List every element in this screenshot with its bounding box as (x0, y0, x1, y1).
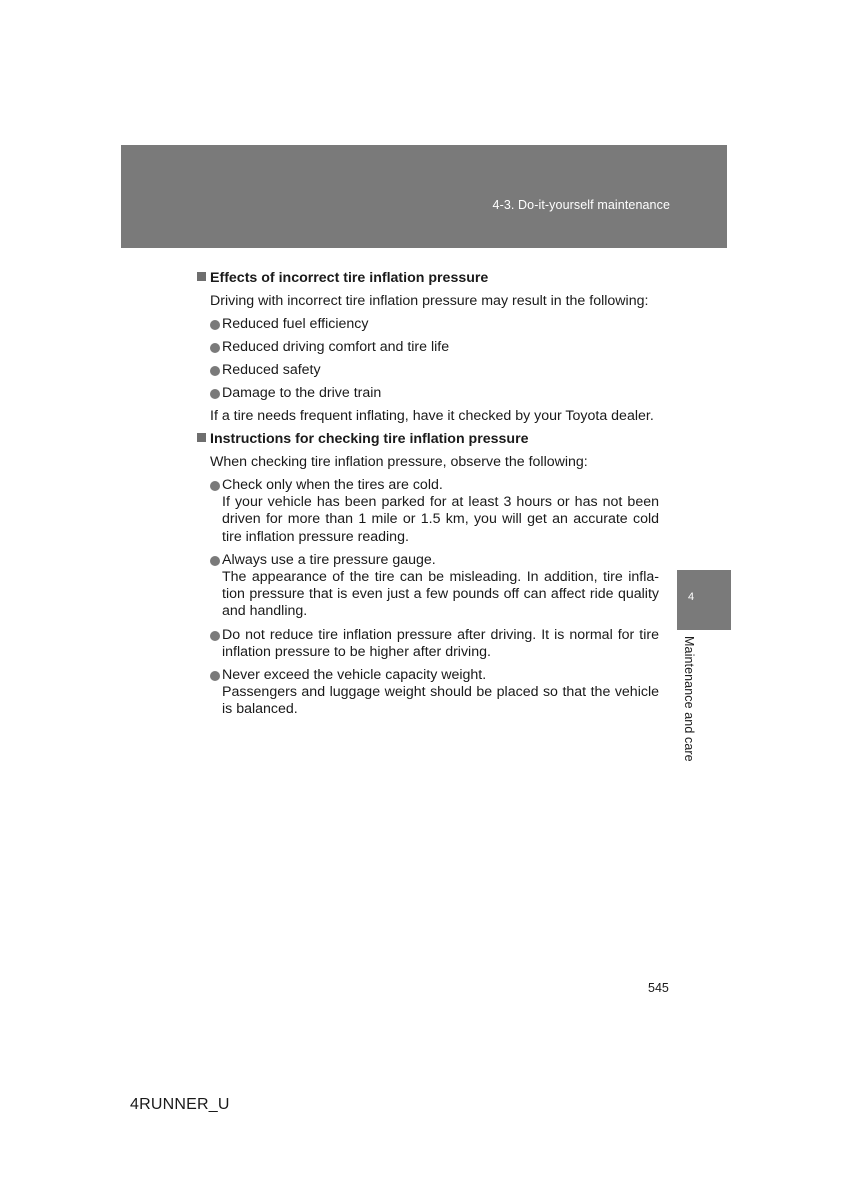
list-item-detail: If your vehicle has been parked for at least 3 hours or has not been driven for more than 1 mile or 1.5 km, you will get an accurate cold tire inflation pressure reading. (222, 494, 659, 545)
chapter-label: Maintenance and care (682, 636, 696, 762)
circle-bullet-icon (210, 343, 220, 353)
list-item-title: Do not reduce tire inflation pressure after driving. It is normal for tire inflation pressure to be higher after driving. (222, 626, 659, 660)
list-item (197, 385, 659, 402)
chapter-tab (677, 570, 731, 630)
section-heading (197, 270, 659, 290)
section-title: 4-3. Do-it-yourself maintenance (492, 198, 670, 212)
circle-bullet-icon (210, 320, 220, 330)
header-band (121, 145, 727, 248)
square-bullet-icon (197, 272, 206, 281)
list-item (197, 477, 659, 546)
list-item (197, 339, 659, 356)
section-heading (197, 431, 659, 451)
circle-bullet-icon (210, 631, 220, 641)
section-intro: Driving with incorrect tire inflation pressure may result in the following: (210, 293, 649, 309)
list-item-body (222, 667, 659, 719)
list-item-title: Never exceed the vehicle capacity weight. (222, 667, 487, 684)
circle-bullet-icon (210, 481, 220, 491)
list-item-text: Reduced safety (222, 362, 321, 378)
page-number: 545 (648, 981, 669, 995)
list-item-body (222, 627, 659, 661)
list-item-body (222, 552, 659, 621)
list-item-detail: Passengers and luggage weight should be placed so that the vehicle is balanced. (222, 684, 659, 718)
section-heading-text: Effects of incorrect tire inflation pressure (210, 270, 489, 286)
list-item (197, 552, 659, 621)
chapter-number: 4 (688, 591, 695, 603)
list-item (197, 667, 659, 719)
list-item-title: Always use a tire pressure gauge. (222, 551, 436, 568)
list-item-title: Check only when the tires are cold. (222, 477, 443, 493)
circle-bullet-icon (210, 556, 220, 566)
list-item-text: Reduced driving comfort and tire life (222, 339, 450, 355)
circle-bullet-icon (210, 671, 220, 681)
list-item (197, 627, 659, 661)
section-note: If a tire needs frequent inflating, have it checked by your Toyota dealer. (210, 408, 654, 424)
list-item (197, 362, 659, 379)
list-item-text: Reduced fuel efficiency (222, 316, 369, 332)
list-item-body (222, 477, 659, 546)
model-code: 4RUNNER_U (130, 1096, 230, 1113)
section-heading-text: Instructions for checking tire inflation pressure (210, 431, 529, 447)
square-bullet-icon (197, 433, 206, 442)
section-intro: When checking tire inflation pressure, observe the following: (210, 454, 588, 470)
list-item (197, 316, 659, 333)
circle-bullet-icon (210, 389, 220, 399)
list-item-text: Damage to the drive train (222, 385, 382, 401)
main-content (197, 270, 659, 725)
list-item-detail: The appearance of the tire can be misleading. In addition, tire infla-tion pressure that is even just a few pounds off can affect ride quality and handling. (222, 569, 659, 620)
circle-bullet-icon (210, 366, 220, 376)
